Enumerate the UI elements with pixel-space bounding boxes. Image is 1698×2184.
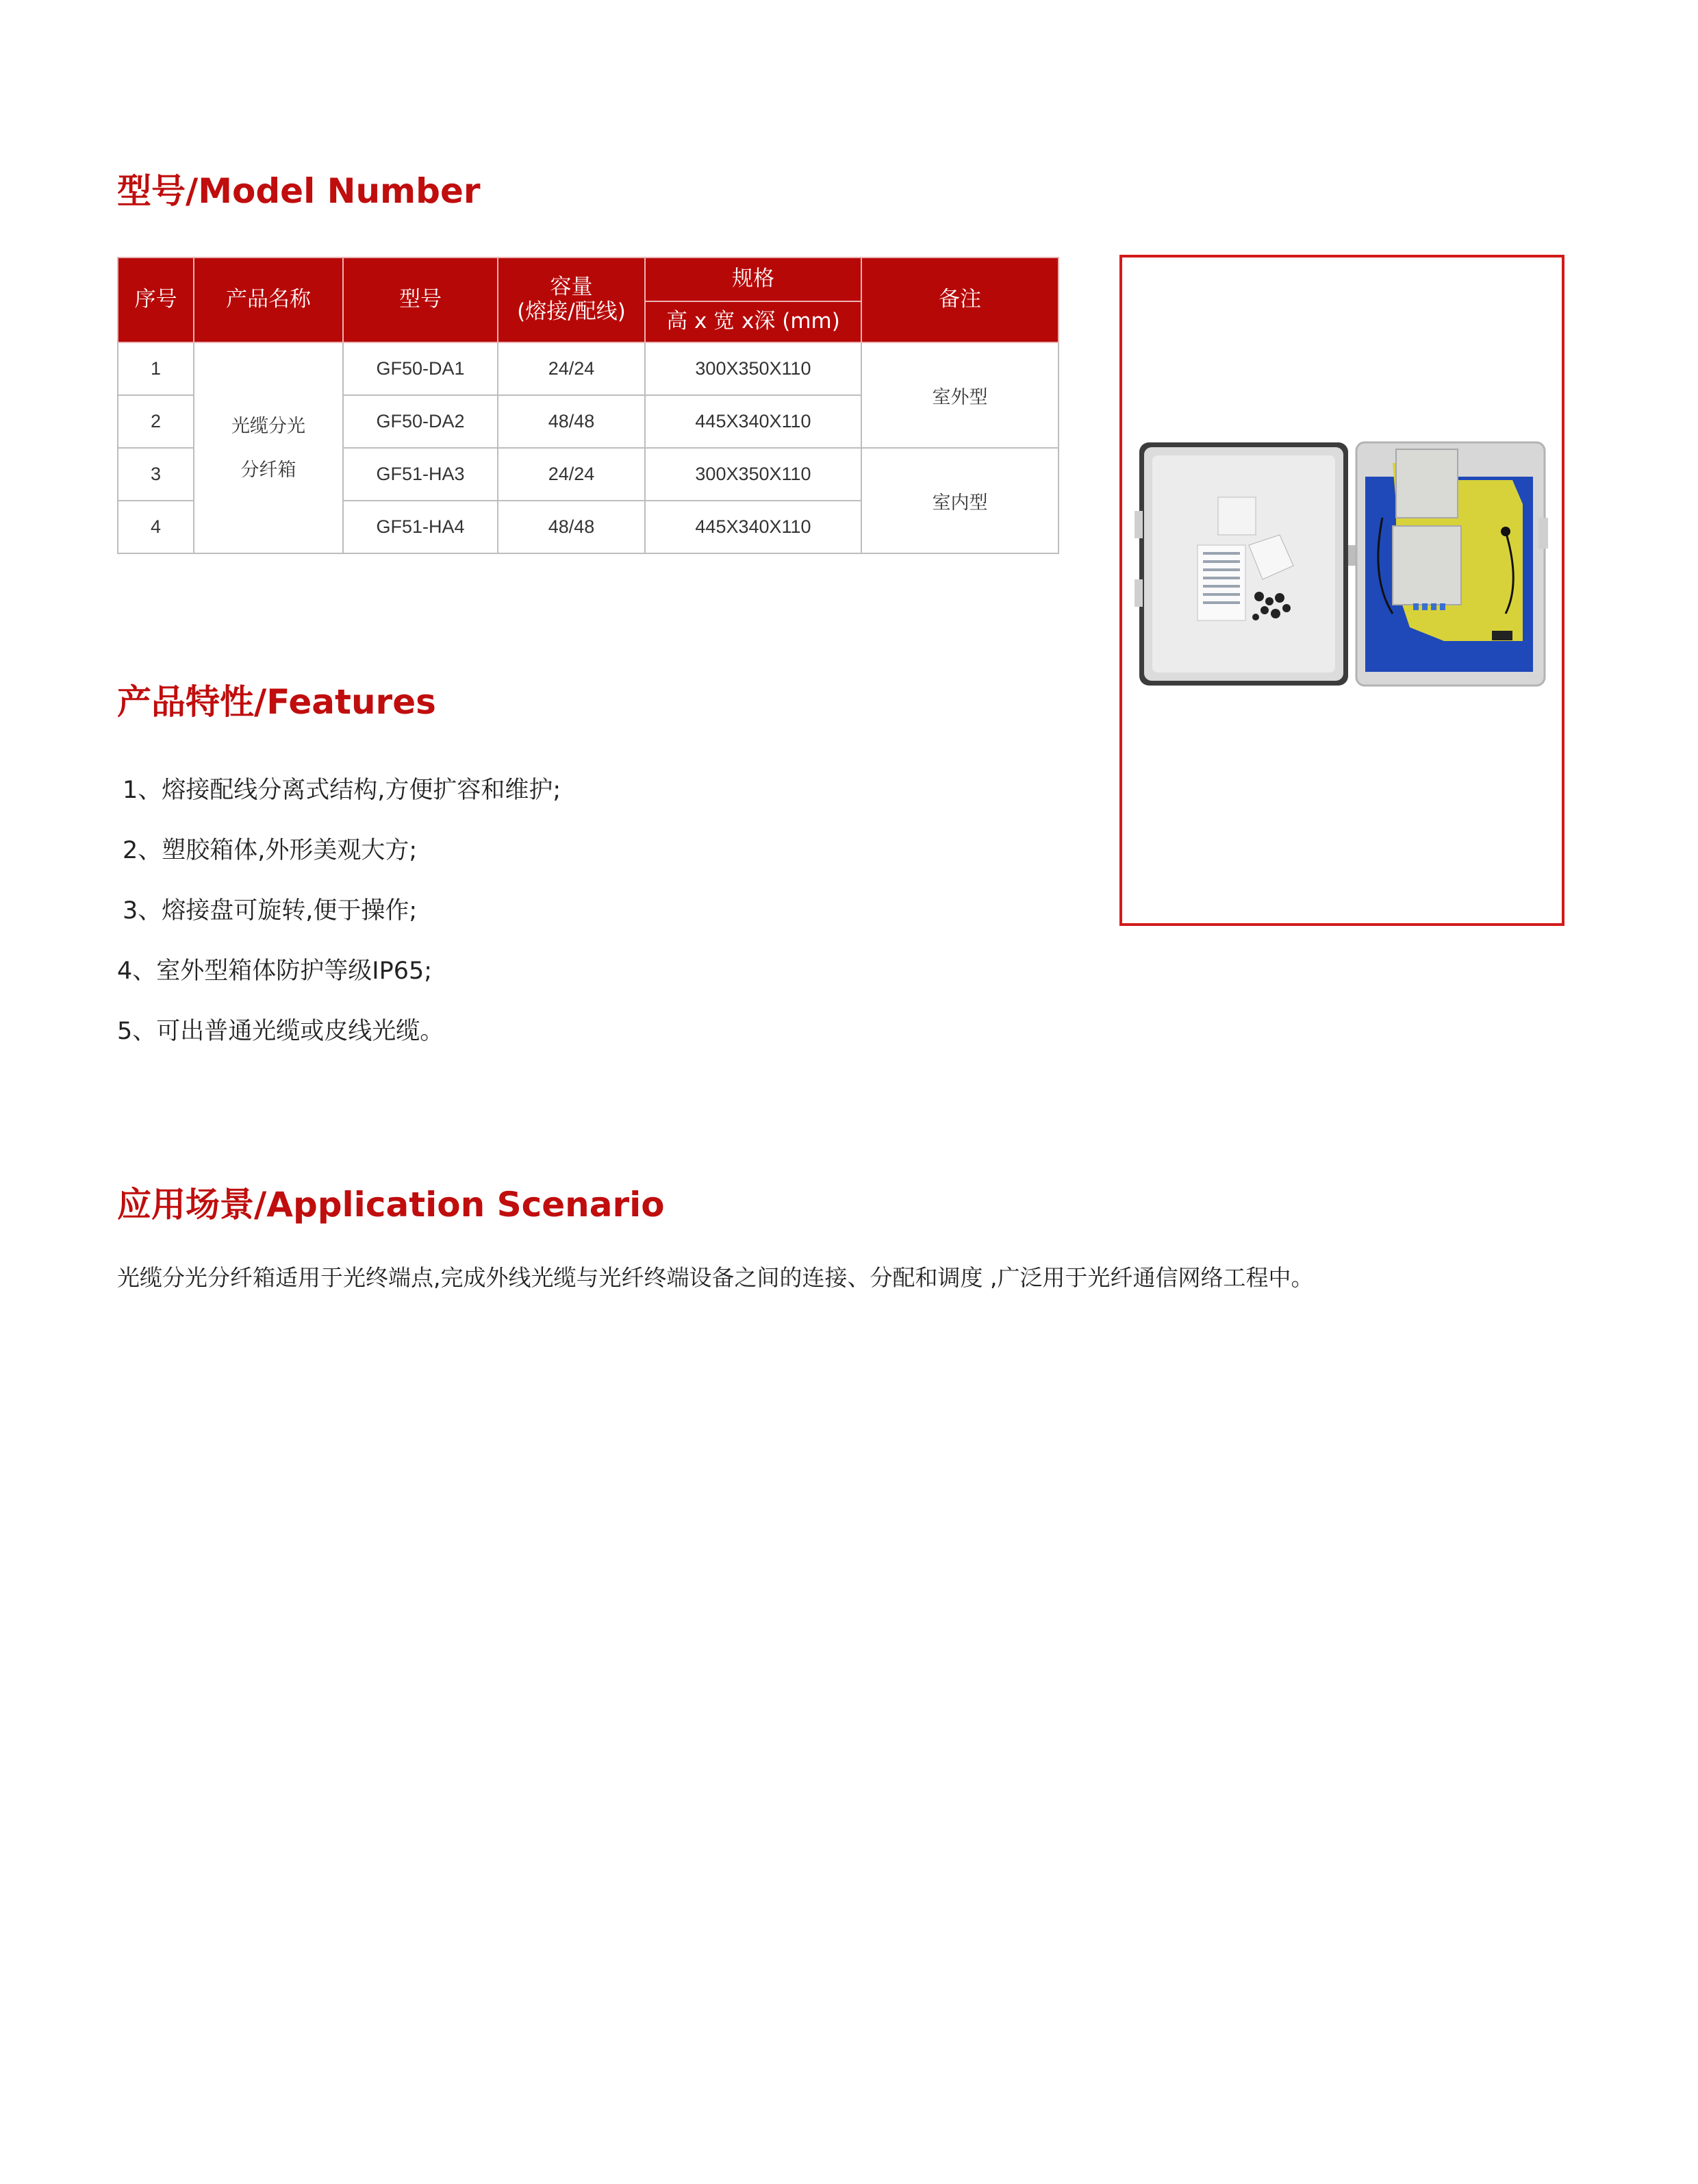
remark-indoor: 室内型 (861, 448, 1059, 553)
feature-item: 2、塑胶箱体,外形美观大方; (123, 837, 418, 864)
header-capacity (498, 258, 645, 342)
row-capacity: 24/24 (498, 342, 645, 395)
model-spec-table (117, 257, 1059, 554)
table-header-row (118, 258, 1059, 301)
row-capacity: 24/24 (498, 448, 645, 501)
header-product-name: 产品名称 (194, 258, 343, 342)
header-spec-sub: 高 x 宽 x深 (mm) (645, 301, 861, 342)
row-spec: 300X350X110 (645, 448, 861, 501)
product-name-line1: 光缆分光 (231, 416, 305, 436)
product-name-line2: 分纤箱 (240, 460, 296, 480)
product-name-cell (194, 342, 343, 553)
row-model: GF50-DA1 (343, 342, 498, 395)
row-spec: 445X340X110 (645, 395, 861, 448)
feature-item: 4、室外型箱体防护等级IP65; (117, 957, 433, 985)
application-text: 光缆分光分纤箱适用于光终端点,完成外线光缆与光纤终端设备之间的连接、分配和调度 ,广泛用于光纤通信网络工程中。 (117, 1264, 1314, 1291)
model-number-heading: 型号/Model Number (117, 171, 481, 211)
product-photo (1122, 258, 1562, 923)
header-remark: 备注 (861, 258, 1059, 342)
remark-outdoor: 室外型 (861, 342, 1059, 448)
features-heading: 产品特性/Features (117, 682, 436, 722)
box-door (1135, 442, 1348, 686)
row-index: 2 (118, 395, 194, 448)
row-spec: 445X340X110 (645, 501, 861, 553)
feature-item: 3、熔接盘可旋转,便于操作; (123, 897, 418, 925)
row-capacity: 48/48 (498, 395, 645, 448)
box-body (1356, 442, 1548, 686)
table-row (118, 342, 1059, 395)
row-index: 1 (118, 342, 194, 395)
feature-item: 5、可出普通光缆或皮线光缆。 (117, 1018, 444, 1045)
row-model: GF51-HA4 (343, 501, 498, 553)
header-model: 型号 (343, 258, 498, 342)
header-index: 序号 (118, 258, 194, 342)
header-capacity-line1: 容量 (550, 275, 593, 300)
product-photo-frame (1119, 255, 1564, 926)
row-model: GF51-HA3 (343, 448, 498, 501)
row-index: 4 (118, 501, 194, 553)
header-spec: 规格 (645, 258, 861, 301)
row-model: GF50-DA2 (343, 395, 498, 448)
row-capacity: 48/48 (498, 501, 645, 553)
row-index: 3 (118, 448, 194, 501)
feature-item: 1、熔接配线分离式结构,方便扩容和维护; (123, 777, 561, 804)
row-spec: 300X350X110 (645, 342, 861, 395)
application-heading: 应用场景/Application Scenario (117, 1185, 665, 1225)
header-capacity-line2: (熔接/配线) (517, 299, 626, 324)
features-list (117, 760, 561, 1062)
